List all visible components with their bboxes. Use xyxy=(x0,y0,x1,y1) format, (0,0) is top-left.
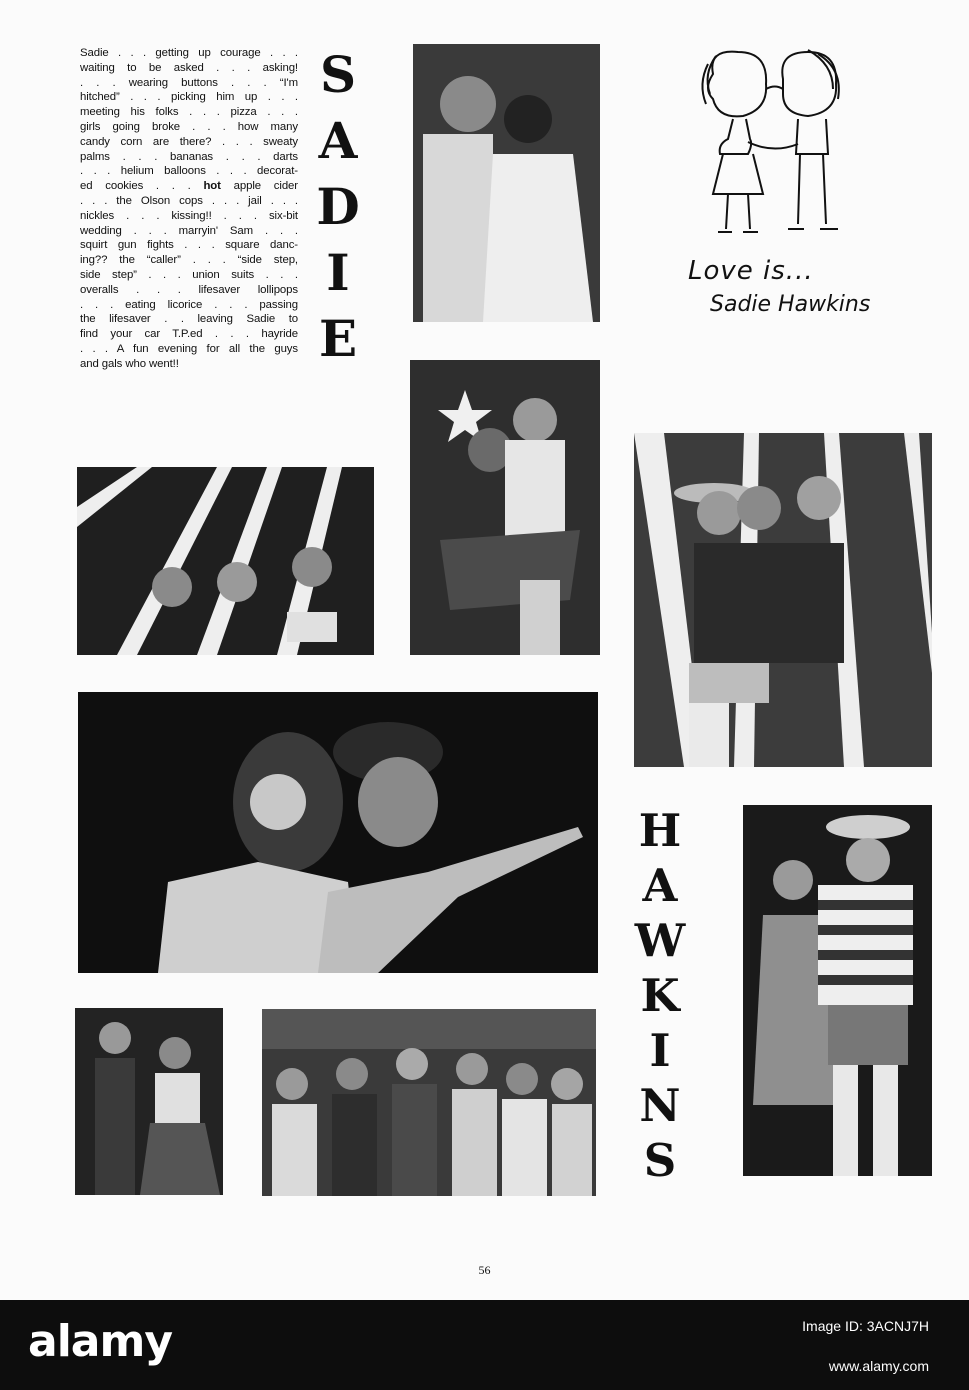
intro-line: squirt gun fights . . . square danc- xyxy=(80,239,298,252)
intro-line: side step” . . . union suits . . . xyxy=(80,268,298,281)
title-letter: D xyxy=(316,177,360,236)
intro-line: . . . the Olson cops . . . jail . . . xyxy=(80,194,298,207)
intro-line: girls going broke . . . how many xyxy=(80,120,298,133)
intro-line: ing?? the “caller” . . . “side step, xyxy=(80,254,298,267)
intro-line: waiting to be asked . . . asking! xyxy=(80,61,298,74)
intro-line: . . . A fun evening for all the guys xyxy=(80,342,298,355)
intro-line: palms . . . bananas . . . darts xyxy=(80,150,298,163)
photo-couple-seated xyxy=(410,360,600,655)
photo-couple-kiss xyxy=(413,44,600,322)
intro-line: overalls . . . lifesaver lollipops xyxy=(80,283,298,296)
intro-line: candy corn are there? . . . sweaty xyxy=(80,135,298,148)
intro-paragraph xyxy=(80,46,298,372)
intro-line: hitched” . . . picking him up . . . xyxy=(80,91,298,104)
image-id: Image ID: 3ACNJ7H xyxy=(802,1318,929,1334)
title-letter: S xyxy=(643,1134,677,1187)
love-line-2: Sadie Hawkins xyxy=(710,292,871,317)
title-letter: S xyxy=(319,45,357,104)
love-is-cartoon xyxy=(688,44,863,249)
intro-line: the lifesaver . . leaving Sadie to xyxy=(80,313,298,326)
title-letter: A xyxy=(642,859,678,912)
intro-line: Sadie . . . getting up courage . . . xyxy=(80,47,298,59)
intro-line: nickles . . . kissing!! . . . six-bit xyxy=(80,209,298,222)
photo-overalls-couple xyxy=(75,1008,223,1195)
intro-line: wedding . . . marryin' Sam . . . xyxy=(80,224,298,237)
intro-line: and gals who went!! xyxy=(80,357,179,370)
footer-url: www.alamy.com xyxy=(828,1358,929,1374)
intro-line: . . . helium balloons . . . decorat- xyxy=(80,165,298,178)
title-hawkins xyxy=(630,804,690,1193)
intro-line: meeting his folks . . . pizza . . . xyxy=(80,106,298,119)
title-letter: E xyxy=(318,309,358,368)
intro-line: find your car T.P.ed . . . hayride xyxy=(80,328,298,341)
title-letter: A xyxy=(318,111,358,170)
title-letter: K xyxy=(640,969,680,1022)
photo-point-kiss xyxy=(78,692,598,973)
love-line-1: Love is... xyxy=(688,256,814,286)
photo-girls-hug xyxy=(634,433,932,767)
title-letter: N xyxy=(639,1079,681,1132)
title-letter: W xyxy=(634,914,686,967)
intro-line: . . . wearing buttons . . . “I'm xyxy=(80,76,298,89)
photo-clown-couple xyxy=(743,805,932,1176)
intro-line: ed cookies . . . hot apple cider xyxy=(80,180,298,193)
intro-line: . . . eating licorice . . . passing xyxy=(80,298,298,311)
page-number: 56 xyxy=(478,1263,491,1277)
alamy-logo: alamy xyxy=(28,1316,172,1367)
title-sadie xyxy=(308,45,368,380)
title-letter: I xyxy=(649,1024,671,1077)
title-letter: I xyxy=(326,243,350,302)
watermark-footer xyxy=(0,1300,969,1390)
title-letter: H xyxy=(638,804,682,857)
love-is-caption xyxy=(688,256,948,317)
photo-streamers-group xyxy=(77,467,374,655)
photo-group-barn xyxy=(262,1009,596,1196)
